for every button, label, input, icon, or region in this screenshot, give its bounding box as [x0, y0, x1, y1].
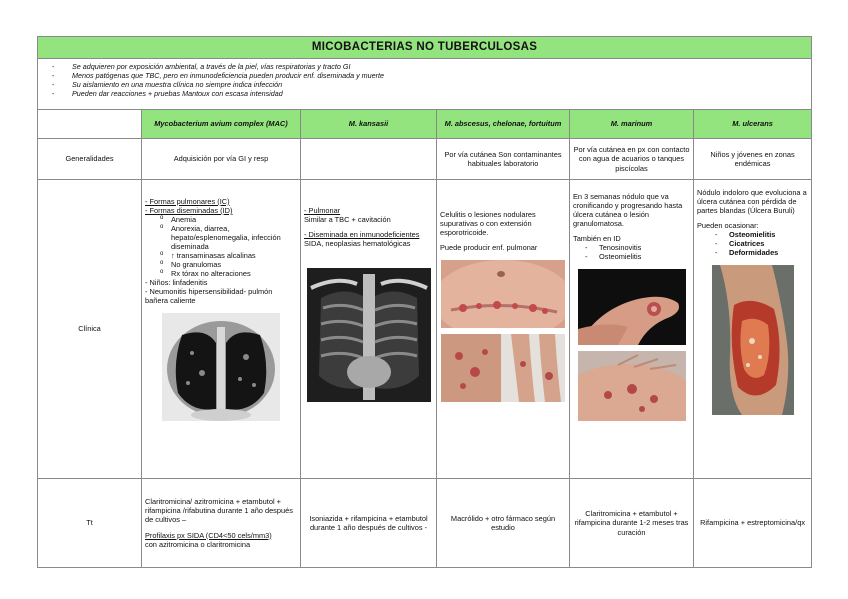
row-label-clinica: Clínica [38, 180, 142, 479]
chest-xray-icon [307, 268, 431, 402]
clin-abscesus [437, 180, 570, 479]
list-item: - Cicatrices [729, 239, 808, 248]
row-label-generalidades: Generalidades [38, 139, 142, 180]
clin-kansasii [301, 180, 437, 479]
mac-pulm-heading: - Formas pulmonares (IC) [145, 197, 230, 206]
clin-ulcerans [694, 180, 812, 479]
tt-ulcerans: Rifampicina + estreptomicina/qx [694, 479, 812, 568]
gen-ulcerans: Niños y jóvenes en zonas endémicas [694, 139, 812, 180]
ct-lungs-icon [162, 313, 280, 421]
mycobacteria-table [37, 36, 812, 568]
list-item: o ↑ transaminasas alcalinas [171, 251, 297, 260]
ulcerans-text: Nódulo indoloro que evoluciona a úlcera cutánea con pérdida de partes blandas (Úlcera Buruli) [697, 188, 807, 216]
kansasii-dis-text: SIDA, neoplasias hematológicas [304, 239, 411, 249]
kansasii-dis-heading: - Diseminada en inmunodeficientes [304, 230, 420, 240]
tt-mac [142, 479, 301, 568]
buruli-ulcer-icon [712, 265, 794, 415]
tt-mac-text: Claritromicina/ azitromicina + etambutol + rifampicina /rifabutina durante 1 año después de cultivos – [145, 497, 293, 525]
kansasii-pulm-text: Similar a TBC + cavitación [304, 215, 391, 225]
mac-neumonitis: - Neumonitis hipersensibilidad- pulmón bañera caliente [145, 287, 273, 306]
gen-abscesus: Por vía cutánea Son contaminantes habituales laboratorio [437, 139, 570, 180]
intro-item: - Pueden dar reacciones + pruebas Mantoux con escasa intensidad [72, 89, 811, 98]
column-header-ulcerans: M. ulcerans [694, 110, 812, 139]
tt-mac-profilaxis-text: con azitromicina o claritromicina [145, 539, 251, 549]
kansasii-pulm-heading: - Pulmonar [304, 206, 341, 215]
column-header-kansasii: M. kansasii [301, 110, 437, 139]
list-item: - Deformidades [729, 248, 808, 257]
leg-lesions-icon [441, 334, 565, 402]
list-item: o Anemia [171, 215, 297, 224]
list-item: - Tenosinovitis [599, 243, 690, 252]
intro-notes [38, 59, 812, 110]
marinum-text: En 3 semanas nódulo que va cronificando y progresando hasta úlcera cutánea o lesión granulomatosa. [573, 192, 683, 229]
gen-mac: Adquisición por vía GI y resp [142, 139, 301, 180]
intro-item: - Se adquieren por exposición ambiental, a través de la piel, vías respiratorias y tracto GI [72, 62, 811, 71]
tt-kansasii: Isoniazida + rifampicina + etambutol durante 1 año después de cultivos - [301, 479, 437, 568]
header-corner [38, 110, 142, 139]
abscesus-text: Celulitis o lesiones nodulares supurativas o con extensión esporotricoide. [440, 210, 536, 238]
marinum-id: También en ID [573, 234, 621, 244]
list-item: - Osteomielitis [599, 252, 690, 261]
list-item: - Osteomielitis [729, 230, 808, 239]
mac-ninos: - Niños: linfadenitis [145, 278, 208, 288]
tt-mac-profilaxis: Profilaxis px SIDA (CD4<50 cels/mm3) [145, 530, 272, 540]
page-title: MICOBACTERIAS NO TUBERCULOSAS [38, 37, 812, 59]
document-page [37, 36, 811, 568]
abscesus-pulm: Puede producir enf. pulmonar [440, 243, 538, 253]
list-item: o Rx tórax no alteraciones [171, 269, 297, 278]
column-header-marinum: M. marinum [570, 110, 694, 139]
mac-dis-heading: - Formas diseminadas (ID) [145, 206, 233, 216]
list-item: o Anorexia, diarrea, hepato/esplenomegalia, infección diseminada [171, 224, 297, 251]
column-header-mac: Mycobacterium avium complex (MAC) [142, 110, 301, 139]
clin-marinum [570, 180, 694, 479]
finger-nodule-icon [578, 269, 686, 345]
intro-item: - Menos patógenas que TBC, pero en inmunodeficiencia pueden producir enf. diseminada y muerte [72, 71, 811, 80]
clin-mac [142, 180, 301, 479]
row-label-tt: Tt [38, 479, 142, 568]
tt-abscesus: Macrólido + otro fármaco según estudio [437, 479, 570, 568]
gen-kansasii [301, 139, 437, 180]
list-item: o No granulomas [171, 260, 297, 269]
intro-item: - Su aislamiento en una muestra clínica no siempre indica infección [72, 80, 811, 89]
column-header-abscesus: M. abscesus, chelonae, fortuitum [437, 110, 570, 139]
tt-marinum: Claritromicina + etambutol + rifampicina durante 1-2 meses tras curación [570, 479, 694, 568]
ulcerans-ocasionar: Pueden ocasionar: [697, 221, 759, 231]
abdomen-lesions-icon [441, 260, 565, 328]
hand-lesions-icon [578, 351, 686, 421]
gen-marinum: Por vía cutánea en px con contacto con agua de acuarios o tanques piscícolas [570, 139, 694, 180]
